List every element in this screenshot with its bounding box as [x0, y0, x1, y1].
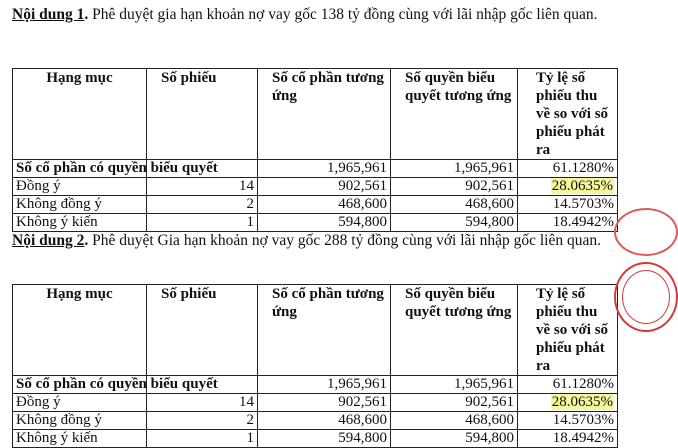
row-item: Không đồng ý: [13, 412, 147, 430]
row-ratio: 61.1280%: [518, 160, 618, 178]
row-item: Số cổ phần có quyền biểu quyết: [13, 160, 147, 178]
table-row: [13, 430, 618, 448]
ratio-value: 28.0635%: [551, 394, 613, 410]
row-item: Đồng ý: [13, 178, 147, 196]
row-phieu: 1: [147, 214, 258, 232]
row-item: Số cổ phần có quyền biểu quyết: [13, 376, 147, 394]
header-ratio: Tỷ lệ số phiếu thu về so với số phiếu phát ra: [518, 69, 618, 160]
row-item: Không ý kiến: [13, 430, 147, 448]
section-1-label: Nội dung 1: [12, 6, 85, 23]
table-row: [13, 376, 618, 394]
red-seal-stamp: [614, 262, 678, 332]
ratio-value: 28.0635%: [551, 178, 613, 194]
table-header-row: [13, 285, 618, 376]
header-item: Hạng mục: [13, 69, 147, 160]
row-votes: 594,800: [391, 430, 518, 448]
row-item: Không ý kiến: [13, 214, 147, 232]
row-ratio: 18.4942%: [518, 214, 618, 232]
table-header-row: [13, 69, 618, 160]
row-shares: 902,561: [258, 394, 391, 412]
row-votes: 1,965,961: [391, 160, 518, 178]
row-votes: 902,561: [391, 394, 518, 412]
seal-inner-ring: [622, 270, 670, 324]
header-phieu: Số phiếu: [147, 285, 258, 376]
table-row: [13, 214, 618, 232]
row-phieu: 2: [147, 196, 258, 214]
row-votes: 468,600: [391, 196, 518, 214]
header-shares: Số cổ phần tương ứng: [258, 285, 391, 376]
row-ratio-highlighted: [518, 394, 618, 412]
row-phieu: 1: [147, 430, 258, 448]
voting-results-table-2: [12, 284, 618, 448]
row-ratio: 14.5703%: [518, 196, 618, 214]
section-2-heading: [12, 230, 612, 251]
header-votes: Số quyền biểu quyết tương ứng: [391, 69, 518, 160]
header-phieu: Số phiếu: [147, 69, 258, 160]
table-row: [13, 160, 618, 178]
section-1-period: .: [84, 6, 89, 23]
row-shares: 468,600: [258, 196, 391, 214]
row-ratio: 14.5703%: [518, 412, 618, 430]
row-votes: 594,800: [391, 214, 518, 232]
row-ratio: 18.4942%: [518, 430, 618, 448]
header-shares: Số cổ phần tương ứng: [258, 69, 391, 160]
section-1-text: Phê duyệt gia hạn khoản nợ vay gốc 138 tỷ đồng cùng với lãi nhập gốc liên quan.: [88, 6, 598, 23]
section-1-heading: [12, 4, 612, 25]
row-ratio: 61.1280%: [518, 376, 618, 394]
row-votes: 902,561: [391, 178, 518, 196]
table-row: [13, 196, 618, 214]
header-ratio: Tỷ lệ số phiếu thu về so với số phiếu phát ra: [518, 285, 618, 376]
row-item: Đồng ý: [13, 394, 147, 412]
section-2-label: Nội dung 2: [12, 232, 85, 249]
row-phieu: 14: [147, 394, 258, 412]
header-item: Hạng mục: [13, 285, 147, 376]
row-item: Không đồng ý: [13, 196, 147, 214]
red-seal-stamp-top: [614, 208, 678, 256]
row-shares: 594,800: [258, 214, 391, 232]
row-shares: 902,561: [258, 178, 391, 196]
section-2-text: Phê duyệt Gia hạn khoản nợ vay gốc 288 tỷ đồng cùng với lãi nhập gốc liên quan.: [88, 232, 601, 249]
table-row: [13, 178, 618, 196]
row-shares: 1,965,961: [258, 376, 391, 394]
table-row: [13, 394, 618, 412]
row-shares: 468,600: [258, 412, 391, 430]
header-votes: Số quyền biểu quyết tương ứng: [391, 285, 518, 376]
row-phieu: 14: [147, 178, 258, 196]
row-votes: 468,600: [391, 412, 518, 430]
row-shares: 594,800: [258, 430, 391, 448]
row-ratio-highlighted: [518, 178, 618, 196]
section-2-period: .: [84, 232, 89, 249]
voting-results-table-1: [12, 68, 618, 232]
row-votes: 1,965,961: [391, 376, 518, 394]
table-row: [13, 412, 618, 430]
row-phieu: 2: [147, 412, 258, 430]
row-shares: 1,965,961: [258, 160, 391, 178]
